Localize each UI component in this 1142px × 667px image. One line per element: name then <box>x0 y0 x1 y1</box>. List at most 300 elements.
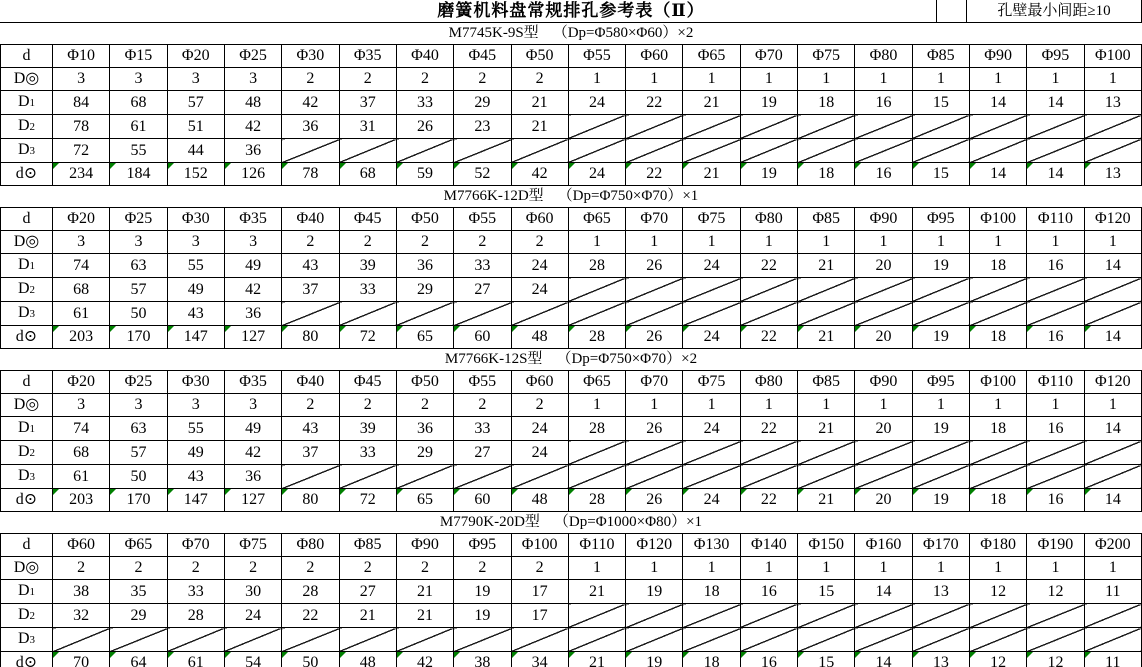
column-header: Φ100 <box>511 534 568 557</box>
column-header: Φ180 <box>970 534 1027 557</box>
column-header: Φ70 <box>167 534 224 557</box>
crossed-out-cell <box>683 465 740 489</box>
value-cell: 15 <box>912 91 969 115</box>
crossed-out-cell <box>912 302 969 326</box>
crossed-out-cell <box>626 139 683 163</box>
value-cell: 21 <box>683 163 740 186</box>
crossed-out-cell <box>798 628 855 652</box>
crossed-out-cell <box>798 139 855 163</box>
value-cell: 33 <box>339 441 396 465</box>
value-cell: 12 <box>970 580 1027 604</box>
value-cell: 33 <box>339 278 396 302</box>
value-cell: 29 <box>110 604 167 628</box>
value-cell: 170 <box>110 489 167 512</box>
value-cell: 24 <box>568 163 625 186</box>
crossed-out-cell <box>1084 278 1141 302</box>
value-cell: 20 <box>855 254 912 278</box>
crossed-out-cell <box>282 139 339 163</box>
value-cell: 65 <box>396 489 453 512</box>
value-cell: 42 <box>396 652 453 667</box>
value-cell: 24 <box>568 91 625 115</box>
value-cell: 1 <box>740 231 797 254</box>
value-cell: 72 <box>53 139 110 163</box>
crossed-out-cell <box>970 628 1027 652</box>
row-label: d⊙ <box>1 326 53 349</box>
crossed-out-cell <box>855 278 912 302</box>
column-header: Φ40 <box>282 371 339 394</box>
value-cell: 3 <box>110 231 167 254</box>
value-cell: 1 <box>740 394 797 417</box>
value-cell: 20 <box>855 417 912 441</box>
value-cell: 126 <box>224 163 281 186</box>
value-cell: 63 <box>110 417 167 441</box>
value-cell: 21 <box>798 489 855 512</box>
value-cell: 37 <box>339 91 396 115</box>
crossed-out-cell <box>1084 139 1141 163</box>
value-cell: 21 <box>511 91 568 115</box>
row-label: D2 <box>1 115 53 139</box>
column-header: Φ65 <box>568 208 625 231</box>
value-cell: 18 <box>970 417 1027 441</box>
crossed-out-cell <box>396 628 453 652</box>
value-cell: 1 <box>626 557 683 580</box>
value-cell: 15 <box>798 580 855 604</box>
value-cell: 14 <box>1084 254 1141 278</box>
value-cell: 28 <box>568 489 625 512</box>
crossed-out-cell <box>1084 115 1141 139</box>
value-cell: 1 <box>1084 68 1141 91</box>
crossed-out-cell <box>855 441 912 465</box>
crossed-out-cell <box>282 302 339 326</box>
value-cell: 3 <box>110 394 167 417</box>
value-cell: 1 <box>1027 231 1084 254</box>
row-label: d⊙ <box>1 489 53 512</box>
table-row <box>1 231 1142 254</box>
crossed-out-cell <box>970 115 1027 139</box>
value-cell: 21 <box>396 580 453 604</box>
value-cell: 18 <box>970 326 1027 349</box>
value-cell: 184 <box>110 163 167 186</box>
row-label: d <box>1 208 53 231</box>
value-cell: 20 <box>855 489 912 512</box>
column-header: Φ85 <box>339 534 396 557</box>
value-cell: 21 <box>798 254 855 278</box>
value-cell: 48 <box>511 489 568 512</box>
machine-model: M7745K-9S型 <box>448 25 539 41</box>
value-cell: 18 <box>683 580 740 604</box>
value-cell: 16 <box>740 580 797 604</box>
value-cell: 27 <box>454 441 511 465</box>
value-cell: 3 <box>224 231 281 254</box>
value-cell: 80 <box>282 489 339 512</box>
value-cell: 147 <box>167 326 224 349</box>
column-header: Φ50 <box>396 208 453 231</box>
crossed-out-cell <box>568 628 625 652</box>
value-cell: 72 <box>339 489 396 512</box>
table-row <box>1 91 1142 115</box>
value-cell: 2 <box>511 557 568 580</box>
row-label: D◎ <box>1 394 53 417</box>
crossed-out-cell <box>339 139 396 163</box>
value-cell: 1 <box>1027 68 1084 91</box>
value-cell: 22 <box>740 326 797 349</box>
value-cell: 60 <box>454 326 511 349</box>
column-header: Φ30 <box>167 371 224 394</box>
table-row <box>1 371 1142 394</box>
value-cell: 49 <box>224 254 281 278</box>
table-row <box>1 441 1142 465</box>
value-cell: 33 <box>454 417 511 441</box>
crossed-out-cell <box>798 278 855 302</box>
column-header: Φ95 <box>454 534 511 557</box>
column-header: Φ20 <box>53 371 110 394</box>
crossed-out-cell <box>568 441 625 465</box>
table-row <box>1 628 1142 652</box>
value-cell: 1 <box>683 394 740 417</box>
value-cell: 49 <box>167 441 224 465</box>
column-header: Φ70 <box>740 45 797 68</box>
value-cell: 170 <box>110 326 167 349</box>
value-cell: 3 <box>110 68 167 91</box>
value-cell: 17 <box>511 604 568 628</box>
value-cell: 24 <box>511 417 568 441</box>
table-row <box>1 557 1142 580</box>
crossed-out-cell <box>568 139 625 163</box>
value-cell: 3 <box>167 231 224 254</box>
value-cell: 21 <box>568 652 625 667</box>
table-row <box>1 115 1142 139</box>
value-cell: 2 <box>396 231 453 254</box>
value-cell: 16 <box>855 91 912 115</box>
column-header: Φ95 <box>912 208 969 231</box>
column-header: Φ25 <box>224 45 281 68</box>
value-cell: 19 <box>912 417 969 441</box>
section-title <box>0 186 1142 207</box>
value-cell: 19 <box>626 652 683 667</box>
value-cell: 3 <box>224 68 281 91</box>
column-header: Φ65 <box>568 371 625 394</box>
column-header: Φ75 <box>683 371 740 394</box>
value-cell: 22 <box>740 417 797 441</box>
crossed-out-cell <box>970 604 1027 628</box>
crossed-out-cell <box>1084 628 1141 652</box>
value-cell: 28 <box>167 604 224 628</box>
value-cell: 24 <box>511 278 568 302</box>
value-cell: 24 <box>683 254 740 278</box>
value-cell: 1 <box>1084 557 1141 580</box>
value-cell: 2 <box>339 68 396 91</box>
value-cell: 203 <box>53 489 110 512</box>
value-cell: 55 <box>110 139 167 163</box>
value-cell: 37 <box>282 441 339 465</box>
crossed-out-cell <box>683 302 740 326</box>
column-header: Φ60 <box>626 45 683 68</box>
crossed-out-cell <box>970 278 1027 302</box>
value-cell: 152 <box>167 163 224 186</box>
value-cell: 48 <box>339 652 396 667</box>
crossed-out-cell <box>855 628 912 652</box>
crossed-out-cell <box>798 604 855 628</box>
value-cell: 43 <box>282 417 339 441</box>
crossed-out-cell <box>683 441 740 465</box>
crossed-out-cell <box>1084 441 1141 465</box>
column-header: Φ30 <box>282 45 339 68</box>
value-cell: 21 <box>511 115 568 139</box>
value-cell: 2 <box>53 557 110 580</box>
value-cell: 3 <box>53 394 110 417</box>
value-cell: 15 <box>798 652 855 667</box>
value-cell: 38 <box>454 652 511 667</box>
crossed-out-cell <box>568 465 625 489</box>
value-cell: 28 <box>568 326 625 349</box>
value-cell: 19 <box>454 580 511 604</box>
value-cell: 26 <box>396 115 453 139</box>
value-cell: 33 <box>167 580 224 604</box>
value-cell: 21 <box>683 91 740 115</box>
value-cell: 1 <box>1084 231 1141 254</box>
crossed-out-cell <box>970 465 1027 489</box>
row-label: d <box>1 45 53 68</box>
disc-spec: （Dp=Φ750×Φ70）×1 <box>557 188 699 204</box>
column-header: Φ80 <box>740 208 797 231</box>
value-cell: 68 <box>110 91 167 115</box>
column-header: Φ200 <box>1084 534 1141 557</box>
value-cell: 50 <box>282 652 339 667</box>
value-cell: 147 <box>167 489 224 512</box>
value-cell: 57 <box>110 441 167 465</box>
value-cell: 13 <box>1084 163 1141 186</box>
section-title <box>0 23 1142 44</box>
column-header: Φ100 <box>970 208 1027 231</box>
value-cell: 14 <box>1027 163 1084 186</box>
value-cell: 23 <box>454 115 511 139</box>
value-cell: 3 <box>53 231 110 254</box>
column-header: Φ70 <box>626 371 683 394</box>
value-cell: 36 <box>224 139 281 163</box>
row-label: D1 <box>1 417 53 441</box>
crossed-out-cell <box>912 604 969 628</box>
value-cell: 70 <box>53 652 110 667</box>
row-label: d⊙ <box>1 163 53 186</box>
column-header: Φ75 <box>224 534 281 557</box>
column-header: Φ95 <box>1027 45 1084 68</box>
row-label: D3 <box>1 628 53 652</box>
value-cell: 38 <box>53 580 110 604</box>
crossed-out-cell <box>511 628 568 652</box>
value-cell: 60 <box>454 489 511 512</box>
crossed-out-cell <box>396 465 453 489</box>
column-header: Φ50 <box>396 371 453 394</box>
crossed-out-cell <box>798 465 855 489</box>
value-cell: 36 <box>282 115 339 139</box>
value-cell: 14 <box>1084 489 1141 512</box>
value-cell: 1 <box>798 231 855 254</box>
row-label: D◎ <box>1 557 53 580</box>
value-cell: 64 <box>110 652 167 667</box>
machine-model: M7790K-20D型 <box>439 514 540 530</box>
value-cell: 19 <box>912 489 969 512</box>
table-row <box>1 394 1142 417</box>
value-cell: 2 <box>454 231 511 254</box>
value-cell: 21 <box>798 417 855 441</box>
value-cell: 1 <box>970 394 1027 417</box>
crossed-out-cell <box>282 465 339 489</box>
value-cell: 24 <box>683 489 740 512</box>
value-cell: 2 <box>282 231 339 254</box>
value-cell: 49 <box>167 278 224 302</box>
value-cell: 1 <box>568 394 625 417</box>
crossed-out-cell <box>1027 302 1084 326</box>
value-cell: 43 <box>167 465 224 489</box>
column-header: Φ85 <box>798 208 855 231</box>
crossed-out-cell <box>626 278 683 302</box>
column-header: Φ60 <box>53 534 110 557</box>
table-row <box>1 326 1142 349</box>
value-cell: 43 <box>282 254 339 278</box>
crossed-out-cell <box>683 115 740 139</box>
value-cell: 80 <box>282 326 339 349</box>
value-cell: 26 <box>626 326 683 349</box>
value-cell: 203 <box>53 326 110 349</box>
value-cell: 22 <box>626 91 683 115</box>
row-label: D2 <box>1 604 53 628</box>
value-cell: 1 <box>798 394 855 417</box>
table-row <box>1 417 1142 441</box>
value-cell: 18 <box>970 254 1027 278</box>
column-header: Φ35 <box>224 208 281 231</box>
table-row <box>1 208 1142 231</box>
value-cell: 18 <box>970 489 1027 512</box>
value-cell: 36 <box>224 302 281 326</box>
crossed-out-cell <box>339 465 396 489</box>
crossed-out-cell <box>282 628 339 652</box>
table-row <box>1 604 1142 628</box>
value-cell: 2 <box>282 394 339 417</box>
value-cell: 27 <box>454 278 511 302</box>
column-header: Φ85 <box>798 371 855 394</box>
value-cell: 16 <box>1027 489 1084 512</box>
value-cell: 2 <box>167 557 224 580</box>
row-label: D1 <box>1 91 53 115</box>
value-cell: 26 <box>626 489 683 512</box>
crossed-out-cell <box>740 465 797 489</box>
value-cell: 2 <box>454 68 511 91</box>
value-cell: 18 <box>683 652 740 667</box>
crossed-out-cell <box>855 139 912 163</box>
value-cell: 14 <box>970 163 1027 186</box>
value-cell: 24 <box>511 254 568 278</box>
crossed-out-cell <box>454 139 511 163</box>
value-cell: 22 <box>740 489 797 512</box>
crossed-out-cell <box>683 139 740 163</box>
value-cell: 30 <box>224 580 281 604</box>
value-cell: 55 <box>167 417 224 441</box>
value-cell: 16 <box>740 652 797 667</box>
value-cell: 14 <box>855 580 912 604</box>
value-cell: 1 <box>1027 557 1084 580</box>
column-header: Φ130 <box>683 534 740 557</box>
column-header: Φ80 <box>282 534 339 557</box>
value-cell: 19 <box>454 604 511 628</box>
value-cell: 1 <box>626 68 683 91</box>
hole-layout-table <box>0 533 1142 667</box>
column-header: Φ85 <box>912 45 969 68</box>
section-title <box>0 349 1142 370</box>
value-cell: 24 <box>224 604 281 628</box>
value-cell: 57 <box>110 278 167 302</box>
crossed-out-cell <box>110 628 167 652</box>
top-right-cells <box>936 0 1142 22</box>
column-header: Φ90 <box>396 534 453 557</box>
value-cell: 42 <box>224 278 281 302</box>
section-title <box>0 512 1142 533</box>
min-spacing-note: 孔壁最小间距≥10 <box>966 0 1142 22</box>
value-cell: 36 <box>396 417 453 441</box>
value-cell: 42 <box>224 115 281 139</box>
value-cell: 39 <box>339 417 396 441</box>
table-row <box>1 534 1142 557</box>
value-cell: 68 <box>339 163 396 186</box>
crossed-out-cell <box>912 628 969 652</box>
value-cell: 78 <box>53 115 110 139</box>
crossed-out-cell <box>568 604 625 628</box>
value-cell: 42 <box>224 441 281 465</box>
value-cell: 43 <box>167 302 224 326</box>
value-cell: 2 <box>454 394 511 417</box>
value-cell: 13 <box>1084 91 1141 115</box>
value-cell: 39 <box>339 254 396 278</box>
table-row <box>1 580 1142 604</box>
crossed-out-cell <box>1027 441 1084 465</box>
table-row <box>1 465 1142 489</box>
column-header: Φ35 <box>224 371 281 394</box>
value-cell: 74 <box>53 417 110 441</box>
table-row <box>1 489 1142 512</box>
value-cell: 59 <box>396 163 453 186</box>
value-cell: 1 <box>568 557 625 580</box>
crossed-out-cell <box>568 302 625 326</box>
value-cell: 18 <box>798 163 855 186</box>
crossed-out-cell <box>511 302 568 326</box>
value-cell: 48 <box>224 91 281 115</box>
crossed-out-cell <box>626 302 683 326</box>
value-cell: 1 <box>855 231 912 254</box>
value-cell: 2 <box>511 68 568 91</box>
value-cell: 13 <box>912 580 969 604</box>
crossed-out-cell <box>683 628 740 652</box>
value-cell: 1 <box>912 394 969 417</box>
value-cell: 61 <box>110 115 167 139</box>
column-header: Φ100 <box>970 371 1027 394</box>
crossed-out-cell <box>224 628 281 652</box>
crossed-out-cell <box>1084 604 1141 628</box>
column-header: Φ60 <box>511 208 568 231</box>
value-cell: 61 <box>53 302 110 326</box>
value-cell: 26 <box>626 254 683 278</box>
value-cell: 48 <box>511 326 568 349</box>
crossed-out-cell <box>1027 604 1084 628</box>
value-cell: 28 <box>282 580 339 604</box>
value-cell: 2 <box>339 394 396 417</box>
value-cell: 72 <box>339 326 396 349</box>
value-cell: 1 <box>912 557 969 580</box>
column-header: Φ40 <box>396 45 453 68</box>
value-cell: 12 <box>1027 652 1084 667</box>
crossed-out-cell <box>855 302 912 326</box>
column-header: Φ90 <box>970 45 1027 68</box>
value-cell: 44 <box>167 139 224 163</box>
value-cell: 20 <box>855 326 912 349</box>
